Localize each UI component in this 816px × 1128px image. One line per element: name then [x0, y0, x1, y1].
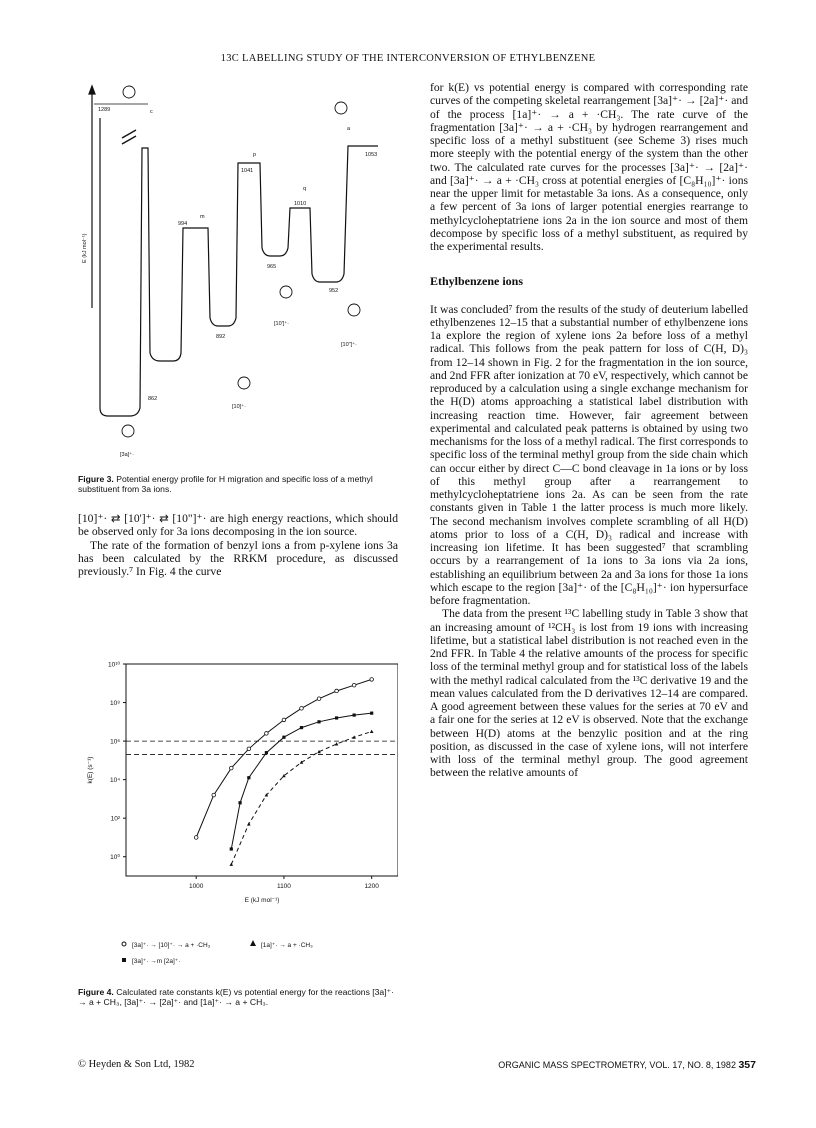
- benzene-ring-icon: [122, 425, 134, 437]
- label-c: c: [150, 109, 153, 115]
- level-862: 862: [148, 396, 158, 402]
- series-1-point-8: [353, 713, 356, 716]
- figure-4-caption-label: Figure 4.: [78, 987, 114, 997]
- series-0-point-0: [194, 836, 198, 840]
- left-paragraph-2: The rate of the formation of benzyl ions a from p-xylene ions 3a has been calculated by the RRKM procedure, as discussed previously.⁷ In Fig. 4 the curve: [78, 538, 398, 578]
- series-1-point-4: [282, 736, 285, 739]
- y-tick-label-1: 10⁸: [110, 700, 120, 708]
- label-a: a: [347, 126, 351, 132]
- level-1289: 1289: [98, 107, 111, 113]
- species-10: [10]⁺·: [232, 404, 246, 410]
- species-3a: [3a]⁺·: [120, 452, 134, 458]
- level-952: 952: [329, 288, 339, 294]
- species-10-prime: [10']⁺·: [274, 321, 289, 327]
- right-paragraph-2: It was concluded⁷ from the results of the study of deuterium labelled ethylbenzenes 12–15 that a substantial number of ethylbenzene ions 1a explore the region of xylene ions 2a before loss of a methyl radical. This follows from the peak pattern for loss of C(H, D)₃ from 12–14 shown in Fig. 2 for the fragmentation in the ion source, and 2nd FFR after ionization at 70 eV, respectively, which cannot be reproduced by a calculation using a single exchange mechanism for the H(D) atoms approaching a statistical label distribution with increasing reaction time. However, fair agreement between experimental and calculated peak patterns is obtained by using two mechanisms for the loss of a methyl radical. The first corresponds to specific loss of the terminal methyl group from the side chain which can occur either by direct C—C bond cleavage in 1a ions or by loss of this methyl group after a rearrangement to methylcycloheptatriene ions 2a. As can be seen from the rate constants given in Table 1 the latter process is much more likely. The second mechanism involves complete scrambling of all H(D) atoms prior to loss of a C(H, D)₃ radical and increase with increasing ion lifetime. It has been suggested⁷ that scrambling occurs by a rearrangement of 1a ions to 3a ions via 2a ions, establishing an equilibrium between 2a and 3a ions for those 1a ions which escape to the region [3a]⁺· of the [C₈H₁₀]⁺· ion hypersurface before fragmentation.: [430, 302, 748, 607]
- figure-4-rate-chart: [78, 650, 398, 970]
- series-0-point-10: [370, 678, 374, 682]
- series-0-point-1: [212, 793, 216, 797]
- series-2-point-0: [229, 863, 233, 866]
- label-p: p: [253, 152, 257, 158]
- section-heading: Ethylbenzene ions: [430, 274, 524, 289]
- series-0-point-8: [335, 689, 339, 693]
- benzene-ring-icon: [238, 377, 250, 389]
- series-0-point-5: [282, 718, 286, 722]
- y-tick-label-4: 10²: [110, 815, 120, 823]
- level-1041: 1041: [241, 168, 254, 174]
- y-tick-label-2: 10⁶: [110, 738, 120, 746]
- series-1-point-7: [335, 716, 338, 719]
- figure-4-legend: [118, 936, 368, 978]
- series-0-point-3: [247, 747, 251, 751]
- series-1-point-1: [238, 801, 241, 804]
- figure3-ylabel: E (kJ mol⁻¹): [82, 233, 88, 263]
- benzene-ring-icon: [335, 102, 347, 114]
- legend-marker-square: [122, 958, 126, 962]
- left-paragraph-1: [10]⁺· ⇄ [10']⁺· ⇄ [10"]⁺· are high energy reactions, which should be observed only for 3a ions decomposing in the ion source.: [78, 512, 398, 539]
- plot-frame: [126, 664, 398, 876]
- figure-3-caption: [78, 474, 394, 495]
- series-0-point-6: [300, 707, 304, 711]
- level-1010: 1010: [294, 201, 307, 207]
- level-1053: 1053: [365, 152, 378, 158]
- legend-marker-circle: [122, 942, 126, 946]
- x-tick-label-2: 1200: [364, 883, 379, 890]
- benzene-ring-icon: [280, 286, 292, 298]
- right-column-text: [430, 81, 748, 780]
- figure-4-caption-text: Calculated rate constants k(E) vs potential energy for the reactions [3a]⁺· → a + CH₃, [3a]⁺· → [2a]⁺· and [1a]⁺· → a + CH₃.: [78, 987, 394, 1008]
- series-0-point-9: [352, 683, 356, 687]
- x-axis-label: E (kJ mol⁻¹): [244, 897, 280, 904]
- label-q: q: [303, 186, 307, 192]
- energy-curve: [100, 118, 378, 416]
- series-1-point-0: [230, 847, 233, 850]
- footer-page-number: 357: [738, 1059, 756, 1071]
- series-0-point-2: [229, 766, 233, 770]
- y-tick-label-0: 10¹⁰: [107, 661, 120, 669]
- y-tick-label-5: 10⁰: [110, 854, 120, 862]
- footer-journal: [498, 1059, 756, 1071]
- x-tick-label-1: 1100: [276, 883, 291, 890]
- figure-3-caption-text: Potential energy profile for H migration and specific loss of a methyl substituent from 3a ions.: [78, 474, 373, 495]
- x-tick-label-0: 1000: [188, 883, 204, 890]
- series-0-point-4: [265, 732, 269, 736]
- y-tick-label-3: 10⁴: [109, 777, 120, 785]
- benzene-ring-icon: [123, 86, 135, 98]
- series-1-line: [231, 713, 371, 849]
- series-2-point-8: [370, 730, 374, 733]
- running-header: 13C LABELLING STUDY OF THE INTERCONVERSION OF ETHYLBENZENE: [220, 53, 596, 64]
- species-10-double-prime: [10"]⁺·: [341, 342, 357, 348]
- figure-3-caption-label: Figure 3.: [78, 474, 114, 484]
- footer-journal-name: ORGANIC MASS SPECTROMETRY, VOL. 17, NO. 8, 1982: [498, 1060, 736, 1070]
- left-column-text: [78, 512, 398, 578]
- right-paragraph-1: for k(E) vs potential energy is compared with corresponding rate curves of the competing skeletal rearrangement [3a]⁺· → [2a]⁺· and of the process [1a]⁺· → a + ·CH₃. The rate curve of the fragmentation [3a]⁺· → a + ·CH₃ by hydrogen rearrangement and specific loss of a methyl substituent (see Scheme 3) rises much more steeply with the potential energy of the system than the other two. The calculated rate curves for the processes [3a]⁺· → [2a]⁺· and [3a]⁺· → a + ·CH₃ cross at potential energies of [C₈H₁₀]⁺· ions near the upper limit for metastable 3a ions. As a consequence, only a few percent of 3a ions of larger potential energies rearrange to methylcycloheptatriene ions 2a in the ion source and most of them decompose by specific loss of a methyl substituent, as required by the experimental results.: [430, 81, 748, 253]
- series-2-line: [231, 732, 371, 865]
- legend-item-1: [3a]⁺· → [10]⁺· → a + ·CH₃: [132, 942, 211, 949]
- series-1-point-2: [247, 776, 250, 779]
- benzene-ring-icon: [348, 304, 360, 316]
- series-0-point-7: [317, 697, 321, 701]
- legend-item-3: [3a]⁺· →m [2a]⁺·: [132, 958, 181, 965]
- figure-4-caption: [78, 987, 394, 1008]
- series-2-point-6: [335, 742, 339, 745]
- series-1-point-5: [300, 726, 303, 729]
- footer-copyright: © Heyden & Son Ltd, 1982: [78, 1059, 195, 1070]
- series-0-line: [196, 679, 372, 837]
- series-1-point-9: [370, 712, 373, 715]
- legend-marker-triangle: [250, 940, 256, 946]
- level-965: 965: [267, 264, 277, 270]
- series-1-point-6: [317, 720, 320, 723]
- legend-item-2: [1a]⁺· → a + ·CH₃: [261, 942, 313, 949]
- right-paragraph-3: The data from the present ¹³C labelling study in Table 3 show that an increasing amount of ¹²CH₃ is lost from 19 ions with increasing lifetime, but a statistical label distribution is not reached even in the 2nd FFR. In Table 4 the relative amounts of the process for specific loss of the terminal methyl group and for statistical loss of the labels with the methyl radical calculated from the ¹³C derivative 19 and the mean values calculated from the D derivatives 12–14 are compared. A good agreement between these values for the series at 70 eV and a fair one for the series at 12 eV is observed. Note that the exchange between H(D) atoms at the benzylic position and at the ring position, as discussed in the case of xylene ions, will not interfere with loss of the terminal methyl group. The good agreement between the relative amounts of: [430, 607, 748, 780]
- y-axis-label: k(E) (s⁻¹): [87, 756, 94, 784]
- series-1-point-3: [265, 751, 268, 754]
- level-994: 994: [178, 221, 188, 227]
- label-m: m: [200, 214, 205, 220]
- level-892: 892: [216, 334, 226, 340]
- figure-3-energy-profile: [78, 78, 418, 463]
